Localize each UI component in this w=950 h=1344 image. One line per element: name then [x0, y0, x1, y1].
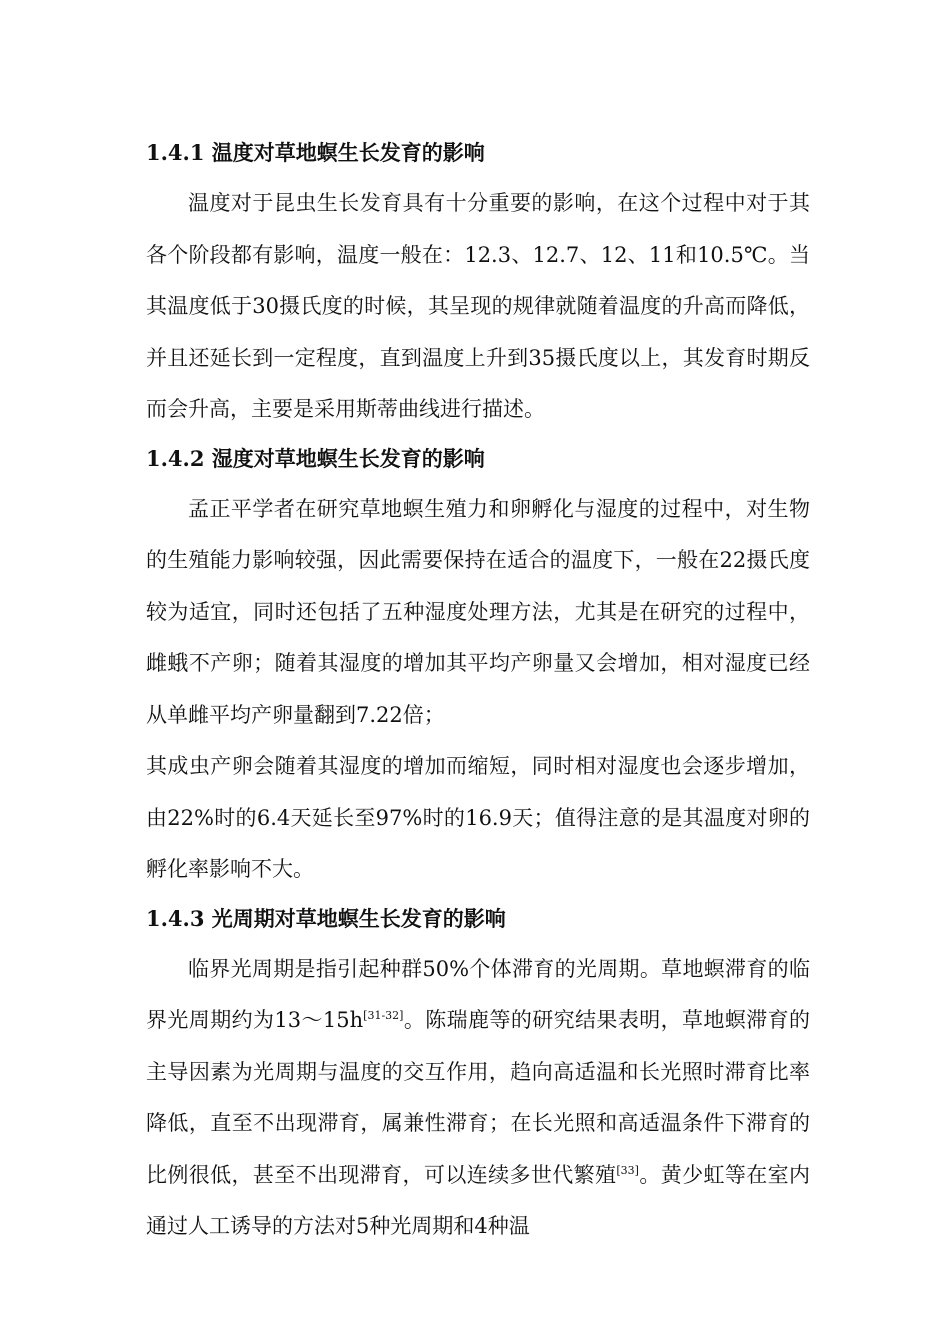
- section-heading-1-4-1: 1.4.1 温度对草地螟生长发育的影响: [146, 140, 485, 165]
- paragraph-humidity-2: 其成虫产卵会随着其湿度的增加而缩短，同时相对湿度也会逐步增加，由22%时的6.4天延长至97%时的16.9天；值得注意的是其温度对卵的孵化率影响不大。: [146, 754, 810, 881]
- paragraph-text: 。陈瑞鹿等的研究结果表明，草地螟滞育的主导因素为光周期与温度的交互作用，趋向高适温和长光照时滞育比率降低，直至不出现滞育，属兼性滞育；在长光照和高适温条件下滞育的比例很低，甚至不出现滞育，可以连续多世代繁殖: [146, 1008, 811, 1187]
- paragraph-text: 。黄少虹等在室内通过人工诱导的方法对5种光周期和4种温: [146, 1162, 811, 1238]
- document-body: [146, 134, 810, 1253]
- paragraph-humidity-1: 孟正平学者在研究草地螟生殖力和卵孵化与湿度的过程中，对生物的生殖能力影响较强，因此需要保持在适合的温度下，一般在22摄氏度较为适宜，同时还包括了五种湿度处理方法，尤其是在研究的过程中，雌蛾不产卵；随着其湿度的增加其平均产卵量又会增加，相对湿度已经从单雌平均产卵量翻到7.22倍；: [146, 496, 810, 727]
- citation-reference: [33]: [616, 1163, 639, 1177]
- citation-reference: [31-32]: [363, 1009, 404, 1022]
- section-heading-1-4-2: 1.4.2 湿度对草地螟生长发育的影响: [146, 445, 485, 471]
- paragraph-temperature: 温度对于昆虫生长发育具有十分重要的影响，在这个过程中对于其各个阶段都有影响，温度一般在：12.3、12.7、12、11和10.5℃。当其温度低于30摄氏度的时候，其呈现的规律就随着温度的升高而降低，并且还延长到一定程度，直到温度上升到35摄氏度以上，其发育时期反而会升高，主要是采用斯蒂曲线进行描述。: [146, 191, 810, 421]
- paragraph-photoperiod: [146, 944, 810, 1253]
- section-heading-1-4-3: 1.4.3 光周期对草地螟生长发育的影响: [146, 905, 506, 931]
- paragraph-text: 临界光周期是指引起种群50%个体滞育的光周期。草地螟滞育的临界光周期约为13～15h: [146, 956, 810, 1032]
